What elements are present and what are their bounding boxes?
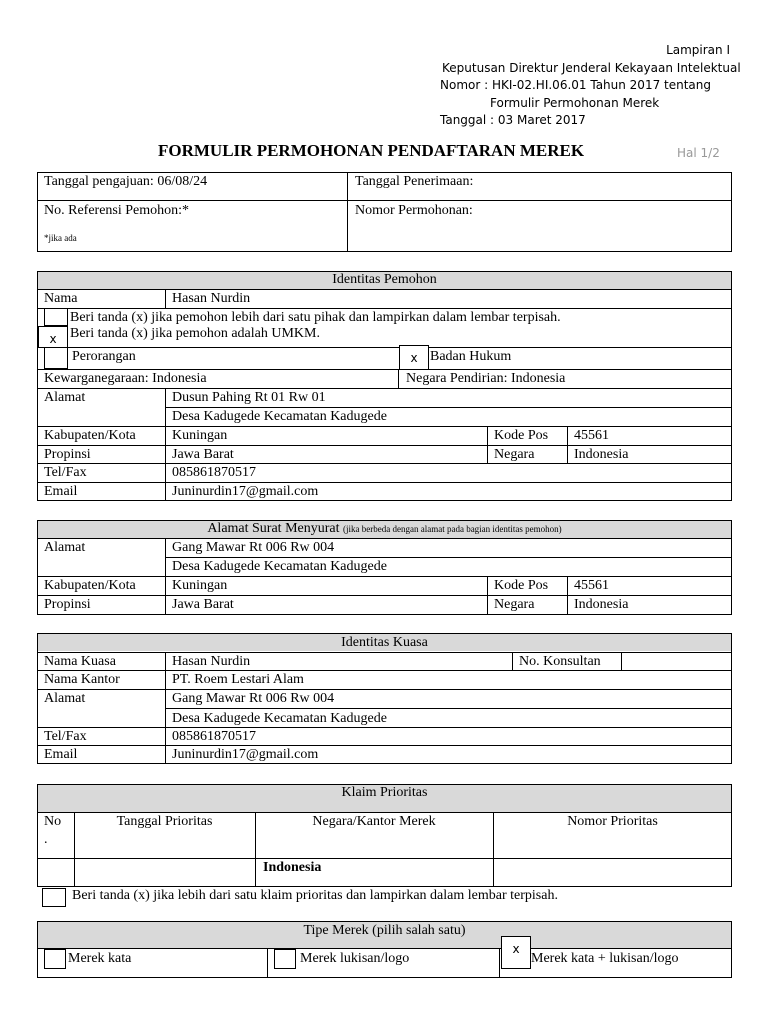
badan-hukum-label: Badan Hukum: [430, 349, 512, 364]
nama-kantor-value[interactable]: PT. Roem Lestari Alam: [172, 672, 304, 687]
kuasa-nama-label: Nama Kuasa: [44, 654, 116, 669]
perorangan-checkbox[interactable]: [44, 347, 68, 369]
section-title-prioritas: Klaim Prioritas: [341, 785, 428, 800]
kuasa-alamat-label: Alamat: [44, 691, 86, 706]
telfax-value[interactable]: 085861870517: [172, 465, 256, 480]
kuasa-email-label: Email: [44, 747, 78, 762]
surat-kodepos-value[interactable]: 45561: [574, 578, 609, 593]
merek-kata-checkbox[interactable]: [44, 949, 66, 969]
kuasa-email-value[interactable]: Juninurdin17@gmail.com: [172, 747, 319, 762]
surat-negara-label: Negara: [494, 597, 535, 612]
kewarganegaraan-field[interactable]: Kewarganegaraan: Indonesia: [44, 371, 207, 386]
kabupaten-label: Kabupaten/Kota: [44, 428, 136, 443]
kuasa-alamat-line2[interactable]: Desa Kadugede Kecamatan Kadugede: [172, 711, 387, 726]
tanggal-penerimaan-field[interactable]: Tanggal Penerimaan:: [355, 174, 474, 189]
surat-alamat-line1[interactable]: Gang Mawar Rt 006 Rw 004: [172, 540, 335, 555]
decree-line: Keputusan Direktur Jenderal Kekayaan Intelektual: [442, 60, 741, 75]
merek-lukisan-label: Merek lukisan/logo: [300, 951, 410, 966]
multi-applicant-checkbox[interactable]: [44, 308, 68, 326]
note-multi-prioritas: Beri tanda (x) jika lebih dari satu klaim prioritas dan lampirkan dalam lembar terpisah.: [72, 888, 558, 903]
section-title-surat: [37, 521, 732, 537]
propinsi-label: Propinsi: [44, 447, 91, 462]
surat-kodepos-label: Kode Pos: [494, 578, 549, 593]
kodepos-label: Kode Pos: [494, 428, 549, 443]
note-multi-applicant: Beri tanda (x) jika pemohon lebih dari satu pihak dan lampirkan dalam lembar terpisah.: [70, 310, 561, 325]
lampiran-label: Lampiran I: [666, 43, 730, 57]
section-title-surat-text: Alamat Surat Menyurat: [207, 521, 340, 536]
page-indicator: Hal 1/2: [677, 146, 720, 160]
kuasa-telfax-label: Tel/Fax: [44, 729, 87, 744]
section-note-surat: (jika berbeda dengan alamat pada bagian identitas pemohon): [343, 524, 562, 534]
alamat-line1[interactable]: Dusun Pahing Rt 01 Rw 01: [172, 390, 326, 405]
multi-prioritas-checkbox[interactable]: [42, 888, 66, 907]
kuasa-telfax-value[interactable]: 085861870517: [172, 729, 256, 744]
umkm-checkbox[interactable]: x: [38, 326, 68, 348]
surat-kabupaten-value[interactable]: Kuningan: [172, 578, 228, 593]
decree-date: Tanggal : 03 Maret 2017: [440, 113, 586, 127]
col-nomor-prioritas: Nomor Prioritas: [567, 814, 658, 829]
email-label: Email: [44, 484, 78, 499]
col-negara-kantor: Negara/Kantor Merek: [312, 814, 436, 829]
tanggal-pengajuan-field[interactable]: Tanggal pengajuan: 06/08/24: [44, 174, 208, 189]
section-title-kuasa: Identitas Kuasa: [341, 635, 428, 650]
no-konsultan-value[interactable]: [628, 654, 728, 670]
kuasa-nama-value[interactable]: Hasan Nurdin: [172, 654, 251, 669]
surat-propinsi-value[interactable]: Jawa Barat: [172, 597, 234, 612]
kodepos-value[interactable]: 45561: [574, 428, 609, 443]
decree-header: [438, 42, 741, 130]
nomor-permohonan-field[interactable]: Nomor Permohonan:: [355, 203, 473, 218]
surat-kabupaten-label: Kabupaten/Kota: [44, 578, 136, 593]
surat-alamat-line2[interactable]: Desa Kadugede Kecamatan Kadugede: [172, 559, 387, 574]
surat-propinsi-label: Propinsi: [44, 597, 91, 612]
negara-pendirian-field[interactable]: Negara Pendirian: Indonesia: [406, 371, 566, 386]
prioritas-row1-negara[interactable]: Indonesia: [263, 860, 322, 875]
propinsi-value[interactable]: Jawa Barat: [172, 447, 234, 462]
no-referensi-field[interactable]: No. Referensi Pemohon:*: [44, 203, 190, 218]
form-title: FORMULIR PERMOHONAN PENDAFTARAN MEREK: [158, 141, 585, 160]
merek-kata-lukisan-label: Merek kata + lukisan/logo: [531, 951, 679, 966]
merek-kata-label: Merek kata: [68, 951, 132, 966]
kabupaten-value[interactable]: Kuningan: [172, 428, 228, 443]
telfax-label: Tel/Fax: [44, 465, 87, 480]
nama-label: Nama: [44, 291, 78, 306]
col-tanggal-prioritas: Tanggal Prioritas: [116, 814, 213, 829]
surat-negara-value[interactable]: Indonesia: [574, 597, 629, 612]
kuasa-alamat-line1[interactable]: Gang Mawar Rt 006 Rw 004: [172, 691, 335, 706]
negara-value[interactable]: Indonesia: [574, 447, 629, 462]
merek-lukisan-checkbox[interactable]: [274, 949, 296, 969]
badan-hukum-checkbox[interactable]: x: [399, 345, 429, 370]
perorangan-label: Perorangan: [72, 349, 136, 364]
merek-kata-lukisan-checkbox[interactable]: x: [501, 936, 531, 969]
alamat-label: Alamat: [44, 390, 86, 405]
decree-subject: Formulir Permohonan Merek: [490, 95, 660, 110]
nama-value[interactable]: Hasan Nurdin: [172, 291, 251, 306]
col-no-dot: .: [44, 832, 48, 847]
alamat-line2[interactable]: Desa Kadugede Kecamatan Kadugede: [172, 409, 387, 424]
nama-kantor-label: Nama Kantor: [44, 672, 120, 687]
col-no: No: [44, 814, 62, 829]
section-title-pemohon: Identitas Pemohon: [332, 272, 437, 287]
negara-label: Negara: [494, 447, 535, 462]
footnote-jika-ada: *jika ada: [44, 233, 77, 243]
email-value[interactable]: Juninurdin17@gmail.com: [172, 484, 319, 499]
surat-alamat-label: Alamat: [44, 540, 86, 555]
decree-number: Nomor : HKI-02.HI.06.01 Tahun 2017 tentang: [440, 78, 712, 92]
section-title-tipe: Tipe Merek (pilih salah satu): [303, 923, 466, 938]
no-konsultan-label: No. Konsultan: [519, 654, 601, 669]
note-umkm: Beri tanda (x) jika pemohon adalah UMKM.: [70, 326, 320, 341]
